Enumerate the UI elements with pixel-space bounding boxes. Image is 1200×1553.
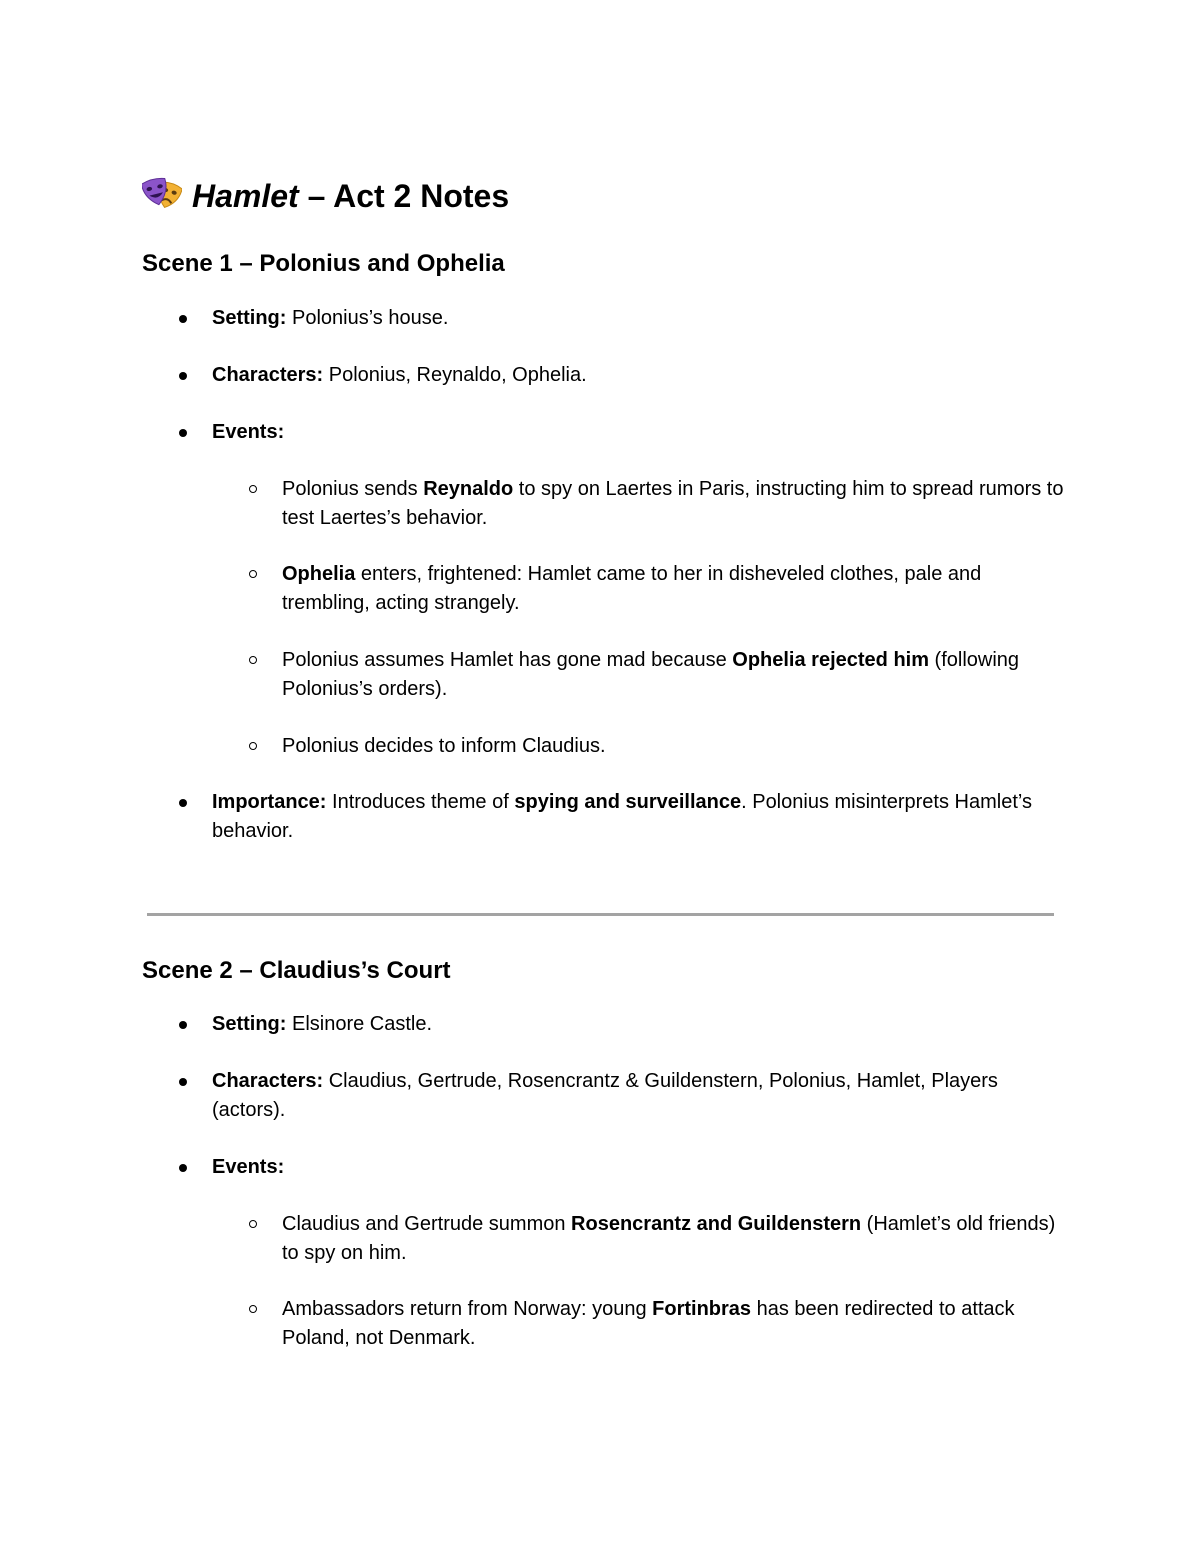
event-text: Claudius and Gertrude summon bbox=[282, 1213, 572, 1235]
setting-text: Polonius’s house. bbox=[286, 307, 449, 329]
bullet-dot bbox=[179, 315, 187, 323]
bullet-ring bbox=[249, 742, 257, 750]
bullet-ring bbox=[249, 1305, 257, 1313]
scene-2-characters bbox=[212, 1067, 1072, 1125]
horizontal-divider bbox=[147, 913, 1054, 916]
scene-1-setting bbox=[212, 304, 1072, 333]
bullet-ring bbox=[249, 570, 257, 578]
title-rest: – Act 2 Notes bbox=[298, 178, 510, 214]
event-bold: Ophelia bbox=[282, 563, 356, 585]
event-text: has been redirected to attack Poland, not Denmark. bbox=[282, 1298, 1015, 1349]
document-title bbox=[142, 174, 509, 218]
importance-label: Importance: bbox=[212, 791, 327, 813]
scene-1-event-1 bbox=[282, 475, 1072, 533]
scene-1-event-2 bbox=[282, 560, 1072, 618]
scene-2-events bbox=[212, 1153, 1072, 1182]
event-text: enters, frightened: Hamlet came to her in disheveled clothes, pale and trembling, acting strangely. bbox=[282, 563, 982, 614]
bullet-dot bbox=[179, 1164, 187, 1172]
event-text: Ambassadors return from Norway: young bbox=[282, 1298, 653, 1320]
importance-bold: spying and surveillance bbox=[514, 791, 742, 813]
setting-label: Setting: bbox=[212, 1013, 287, 1035]
scene-1-characters bbox=[212, 361, 1072, 390]
scene-2-event-1 bbox=[282, 1210, 1072, 1268]
bullet-ring bbox=[249, 656, 257, 664]
scene-2-event-2 bbox=[282, 1295, 1072, 1353]
bullet-dot bbox=[179, 372, 187, 380]
bullet-ring bbox=[249, 1220, 257, 1228]
events-label: Events: bbox=[212, 421, 285, 443]
scene-1-event-4 bbox=[282, 732, 1072, 761]
characters-text: Polonius, Reynaldo, Ophelia. bbox=[323, 364, 587, 386]
scene-1-events bbox=[212, 418, 1072, 447]
setting-label: Setting: bbox=[212, 307, 287, 329]
event-bold: Reynaldo bbox=[423, 478, 514, 500]
scene-1-event-3 bbox=[282, 646, 1072, 704]
event-bold: Rosencrantz and Guildenstern bbox=[571, 1213, 862, 1235]
bullet-ring bbox=[249, 485, 257, 493]
scene-1-heading: Scene 1 – Polonius and Ophelia bbox=[142, 250, 505, 277]
setting-text: Elsinore Castle. bbox=[286, 1013, 433, 1035]
scene-2-setting bbox=[212, 1010, 1072, 1039]
characters-text: Claudius, Gertrude, Rosencrantz & Guildenstern, Polonius, Hamlet, Players (actors). bbox=[212, 1070, 998, 1121]
event-bold: Ophelia rejected him bbox=[732, 649, 929, 671]
event-text: (following Polonius’s orders). bbox=[282, 649, 1020, 700]
event-text: to spy on Laertes in Paris, instructing him to spread rumors to test Laertes’s behavior. bbox=[282, 478, 1064, 529]
bullet-dot bbox=[179, 429, 187, 437]
scene-2-heading: Scene 2 – Claudius’s Court bbox=[142, 957, 451, 984]
importance-text: Introduces theme of bbox=[326, 791, 515, 813]
bullet-dot bbox=[179, 1078, 187, 1086]
events-label: Events: bbox=[212, 1156, 285, 1178]
bullet-dot bbox=[179, 1021, 187, 1029]
characters-label: Characters: bbox=[212, 364, 324, 386]
characters-label: Characters: bbox=[212, 1070, 324, 1092]
event-bold: Fortinbras bbox=[652, 1298, 752, 1320]
event-text: Polonius sends bbox=[282, 478, 424, 500]
scene-1-importance bbox=[212, 788, 1072, 846]
importance-text: . Polonius misinterprets Hamlet’s behavior. bbox=[212, 791, 1032, 842]
performing-arts-masks-icon bbox=[142, 177, 182, 213]
event-text: (Hamlet’s old friends) to spy on him. bbox=[282, 1213, 1056, 1264]
title-italic-hamlet: Hamlet bbox=[192, 178, 299, 214]
event-text: Polonius decides to inform Claudius. bbox=[282, 735, 606, 757]
event-text: Polonius assumes Hamlet has gone mad because bbox=[282, 649, 733, 671]
bullet-dot bbox=[179, 799, 187, 807]
